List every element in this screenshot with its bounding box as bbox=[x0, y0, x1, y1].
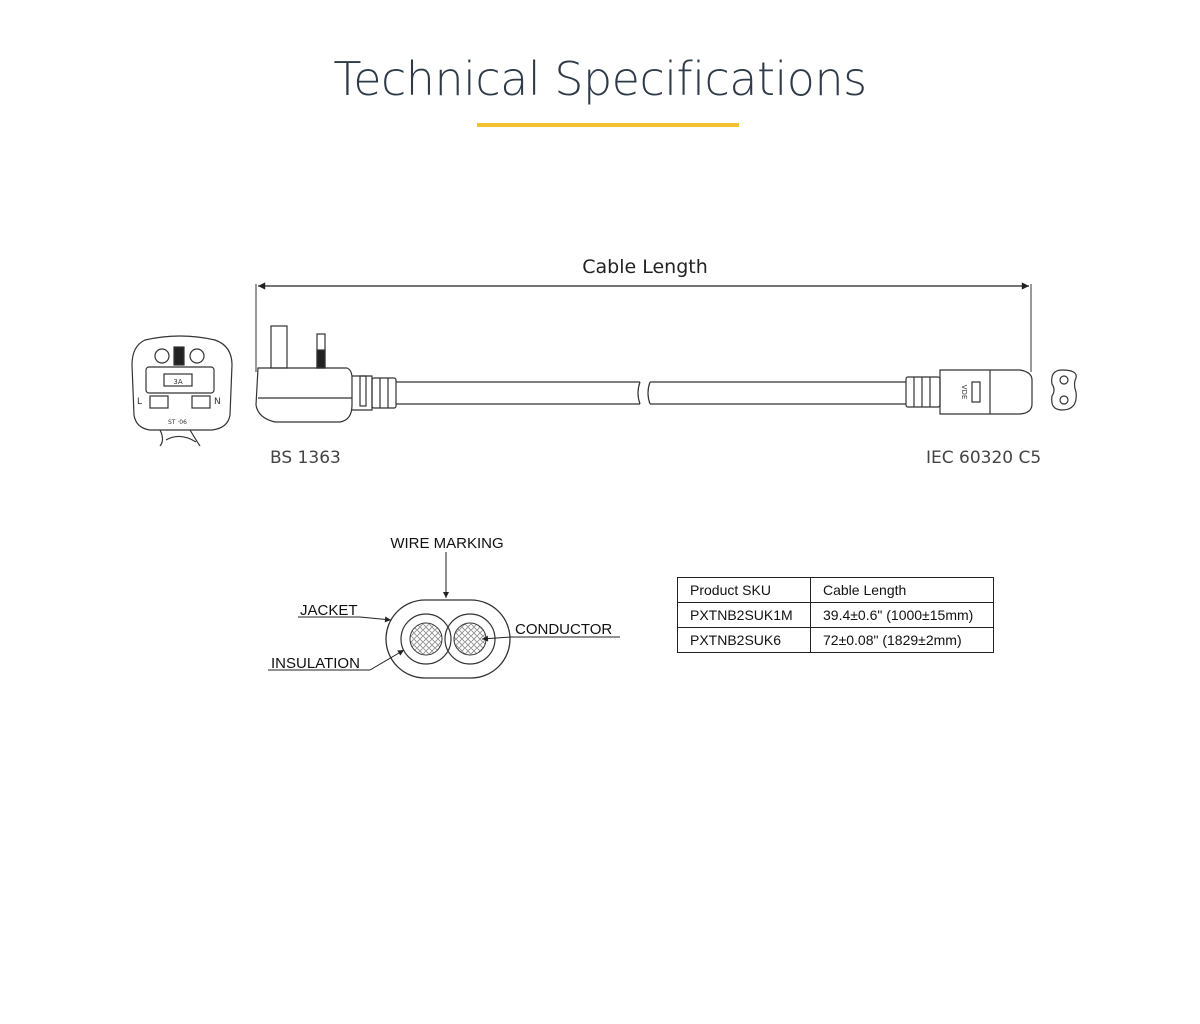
table-cell-length: 39.4±0.6" (1000±15mm) bbox=[811, 603, 994, 628]
table-row bbox=[678, 603, 994, 628]
page-title: Technical Specifications bbox=[333, 52, 867, 106]
table-cell-length: 72±0.08" (1829±2mm) bbox=[811, 628, 994, 653]
iec-c5-label: IEC 60320 C5 bbox=[926, 448, 1042, 468]
plug-fuse-rating: 3A bbox=[173, 378, 183, 386]
insulation-label: INSULATION bbox=[271, 655, 360, 672]
uk-plug-front-view bbox=[132, 336, 232, 446]
plug-live-mark: L bbox=[137, 397, 143, 407]
cable-length-dimension bbox=[256, 284, 1031, 372]
conductor-label: CONDUCTOR bbox=[515, 621, 613, 638]
jacket-label: JACKET bbox=[300, 602, 358, 619]
table-cell-sku: PXTNB2SUK6 bbox=[678, 628, 811, 653]
cable-length-label: Cable Length bbox=[582, 256, 708, 278]
wire-marking-label: WIRE MARKING bbox=[390, 535, 504, 552]
c5-marking: VDE bbox=[960, 384, 968, 400]
c5-connector-side-view bbox=[906, 370, 1032, 414]
table-row bbox=[678, 628, 994, 653]
spec-table bbox=[677, 577, 994, 653]
cable-body bbox=[396, 382, 906, 404]
uk-plug-side-view bbox=[256, 326, 396, 422]
bs1363-label: BS 1363 bbox=[270, 448, 341, 468]
cable-cross-section bbox=[386, 600, 510, 678]
c5-connector-front-view bbox=[1052, 370, 1077, 410]
plug-standard-mark: ST ·06 bbox=[168, 419, 187, 426]
plug-neutral-mark: N bbox=[214, 397, 221, 407]
table-header-sku: Product SKU bbox=[678, 578, 811, 603]
table-header-length: Cable Length bbox=[811, 578, 994, 603]
table-header-row bbox=[678, 578, 994, 603]
table-cell-sku: PXTNB2SUK1M bbox=[678, 603, 811, 628]
